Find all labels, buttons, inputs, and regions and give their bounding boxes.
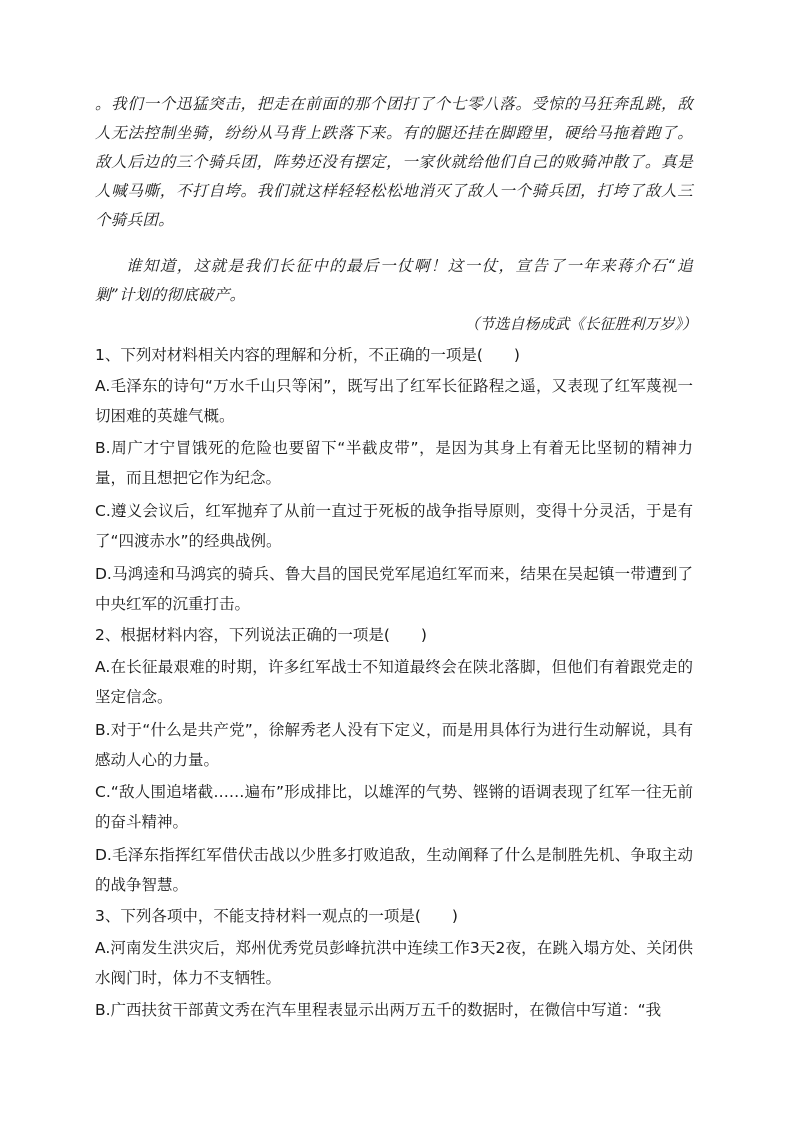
question-1-option-c: C.遵义会议后，红军抛弃了从前一直过于死板的战争指导原则，变得十分灵活，于是有了“四渡赤水”的经典战例。 <box>95 502 693 550</box>
question-1-option-a: A.毛泽东的诗句“万水千山只等闲”，既写出了红军长征路程之遥，又表现了红军蔑视一切困难的英雄气概。 <box>95 377 693 425</box>
passage-paragraph-2: 谁知道，这就是我们长征中的最后一仗啊！这一仗，宣告了一年来蒋介石“追剿”计划的彻底破产。 <box>95 257 693 304</box>
question-3-stem: 3、下列各项中，不能支持材料一观点的一项是( ) <box>95 907 458 925</box>
question-1-option-d: D.马鸿逵和马鸿宾的骑兵、鲁大昌的国民党军尾追红军而来，结果在吴起镇一带遭到了中央红军的沉重打击。 <box>95 565 693 613</box>
question-3-option-b: B.广西扶贫干部黄文秀在汽车里程表显示出两万五千的数据时，在微信中写道：“我 <box>95 1001 662 1019</box>
question-2-option-d: D.毛泽东指挥红军借伏击战以少胜多打败追敌，生动阐释了什么是制胜先机、争取主动的战争智慧。 <box>95 846 693 894</box>
passage-paragraph-1: 。我们一个迅猛突击，把走在前面的那个团打了个七零八落。受惊的马狂奔乱跳，敌人无法控制坐骑，纷纷从马背上跌落下来。有的腿还挂在脚蹬里，硬给马拖着跑了。敌人后边的三个骑兵团，阵势还没有摆定，一家伙就给他们自己的败骑冲散了。真是人喊马嘶，不打自垮。我们就这样轻轻松松地消灭了敌人一个骑兵团，打垮了敌人三个骑兵团。 <box>95 95 693 229</box>
question-2-option-c: C.“敌人围追堵截……遍布”形成排比，以雄浑的气势、铿锵的语调表现了红军一往无前的奋斗精神。 <box>95 783 693 831</box>
passage-source: （节选自杨成武《长征胜利万岁》） <box>464 315 697 333</box>
question-2-option-a: A.在长征最艰难的时期，许多红军战士不知道最终会在陕北落脚，但他们有着跟党走的坚定信念。 <box>95 658 693 706</box>
question-1-stem: 1、下列对材料相关内容的理解和分析，不正确的一项是( ) <box>95 346 520 364</box>
question-3-option-a: A.河南发生洪灾后，郑州优秀党员彭峰抗洪中连续工作3天2夜，在跳入塌方处、关闭供水阀门时，体力不支牺牲。 <box>95 939 693 987</box>
question-2-option-b: B.对于“什么是共产党”，徐解秀老人没有下定义，而是用具体行为进行生动解说，具有感动人心的力量。 <box>95 721 693 769</box>
question-1-option-b: B.周广才宁冒饿死的危险也要留下“半截皮带”，是因为其身上有着无比坚韧的精神力量，而且想把它作为纪念。 <box>95 439 693 487</box>
question-2-stem: 2、根据材料内容，下列说法正确的一项是( ) <box>95 626 427 644</box>
